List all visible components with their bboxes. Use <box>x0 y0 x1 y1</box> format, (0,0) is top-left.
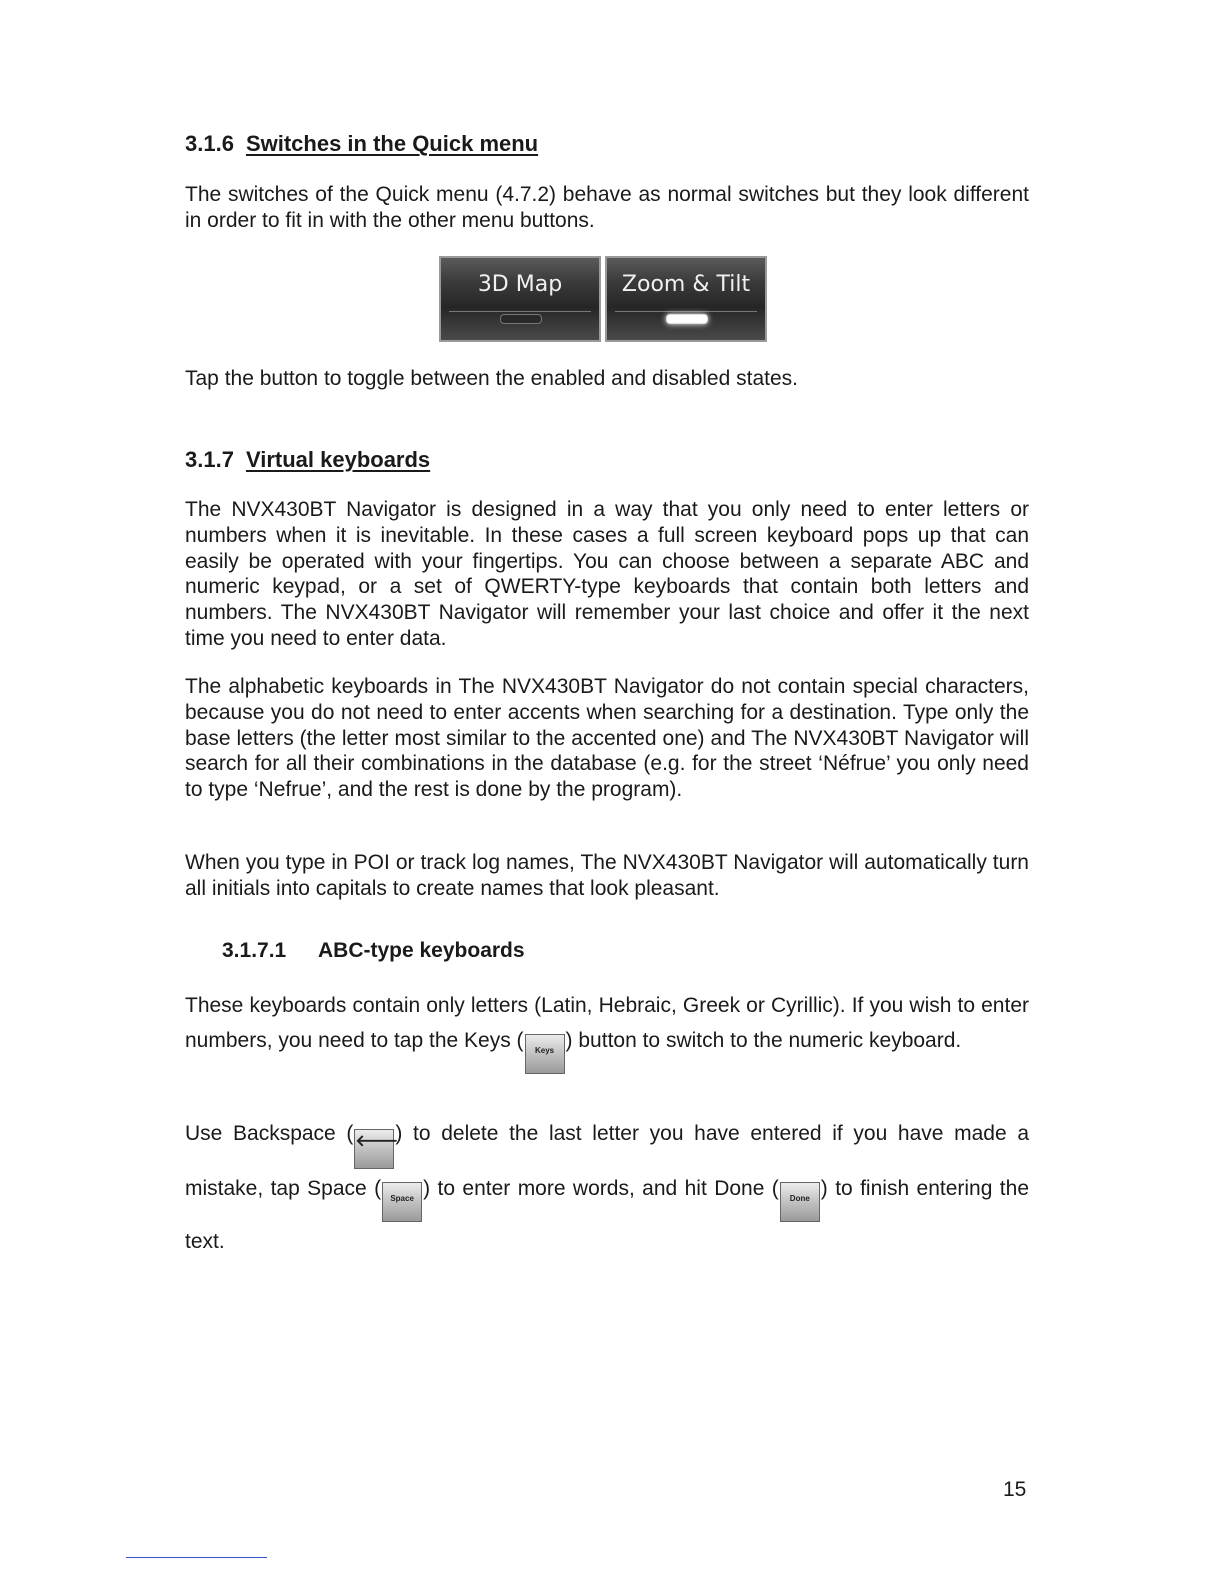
switch-zoom-tilt <box>605 256 767 342</box>
footnote-divider <box>126 1557 267 1558</box>
text-run: These keyboards contain only letters (Latin, Hebraic, Greek or Cyrillic). If you wish to enter numbers, you need to tap the Keys ( <box>185 994 1029 1052</box>
switch-label: Zoom & Tilt <box>621 272 751 297</box>
text-run: ) to delete the last letter you have entered if you have made a mistake, tap Space ( <box>185 1122 1029 1200</box>
quick-menu-switches-image <box>439 256 767 342</box>
text-run: ) to finish entering the text. <box>185 1177 1030 1253</box>
text-run: ) to enter more words, and hit Done ( <box>423 1177 779 1200</box>
section-heading-3-1-6 <box>185 131 538 157</box>
paragraph: When you type in POI or track log names, The NVX430BT Navigator will automatically turn all initials into capitals to create names that look pleasant. <box>185 851 1029 900</box>
subsection-title: ABC-type keyboards <box>318 939 525 962</box>
section-number: 3.1.7 <box>185 447 234 472</box>
paragraph: The switches of the Quick menu (4.7.2) behave as normal switches but they look different in order to fit in with the other menu buttons. <box>185 183 1029 232</box>
section-title: Switches in the Quick menu <box>245 131 539 156</box>
paragraph: The alphabetic keyboards in The NVX430BT Navigator do not contain special characters, because you do not need to enter accents when searching for a destination. Type only the base letters (the letter most similar to the accented one) and The NVX430BT Navigator will search for all their combinations in the database (e.g. for the street ‘Néfrue’ you only need to type ‘Nefrue’, and the rest is done by the program). <box>185 675 1029 802</box>
paragraph: Tap the button to toggle between the enabled and disabled states. <box>185 367 798 390</box>
subsection-number: 3.1.7.1 <box>222 939 287 962</box>
text-run: Use Backspace ( <box>185 1122 354 1145</box>
paragraph <box>185 1114 1029 1262</box>
switch-indicator-off <box>500 314 542 324</box>
space-key-icon: Space <box>382 1182 422 1222</box>
subsection-heading-3-1-7-1 <box>222 939 525 963</box>
switch-3d-map <box>439 256 601 342</box>
switch-label: 3D Map <box>477 272 563 297</box>
paragraph <box>185 988 1029 1074</box>
done-key-icon: Done <box>780 1182 820 1222</box>
section-heading-3-1-7 <box>185 447 430 473</box>
text-run: ) button to switch to the numeric keyboard. <box>565 1029 962 1052</box>
switch-indicator-on <box>666 314 708 324</box>
section-title: Virtual keyboards <box>245 447 431 472</box>
page-number: 15 <box>1003 1478 1027 1501</box>
keys-key-icon: Keys <box>525 1034 565 1074</box>
section-number: 3.1.6 <box>185 131 234 156</box>
backspace-key-icon: 🡐 <box>354 1129 394 1169</box>
paragraph: The NVX430BT Navigator is designed in a way that you only need to enter letters or numbers when it is inevitable. In these cases a full screen keyboard pops up that can easily be operated with your fingertips. You can choose between a separate ABC and numeric keypad, or a set of QWERTY-type keyboards that contain both letters and numbers. The NVX430BT Navigator will remember your last choice and offer it the next time you need to enter data. <box>185 498 1029 650</box>
